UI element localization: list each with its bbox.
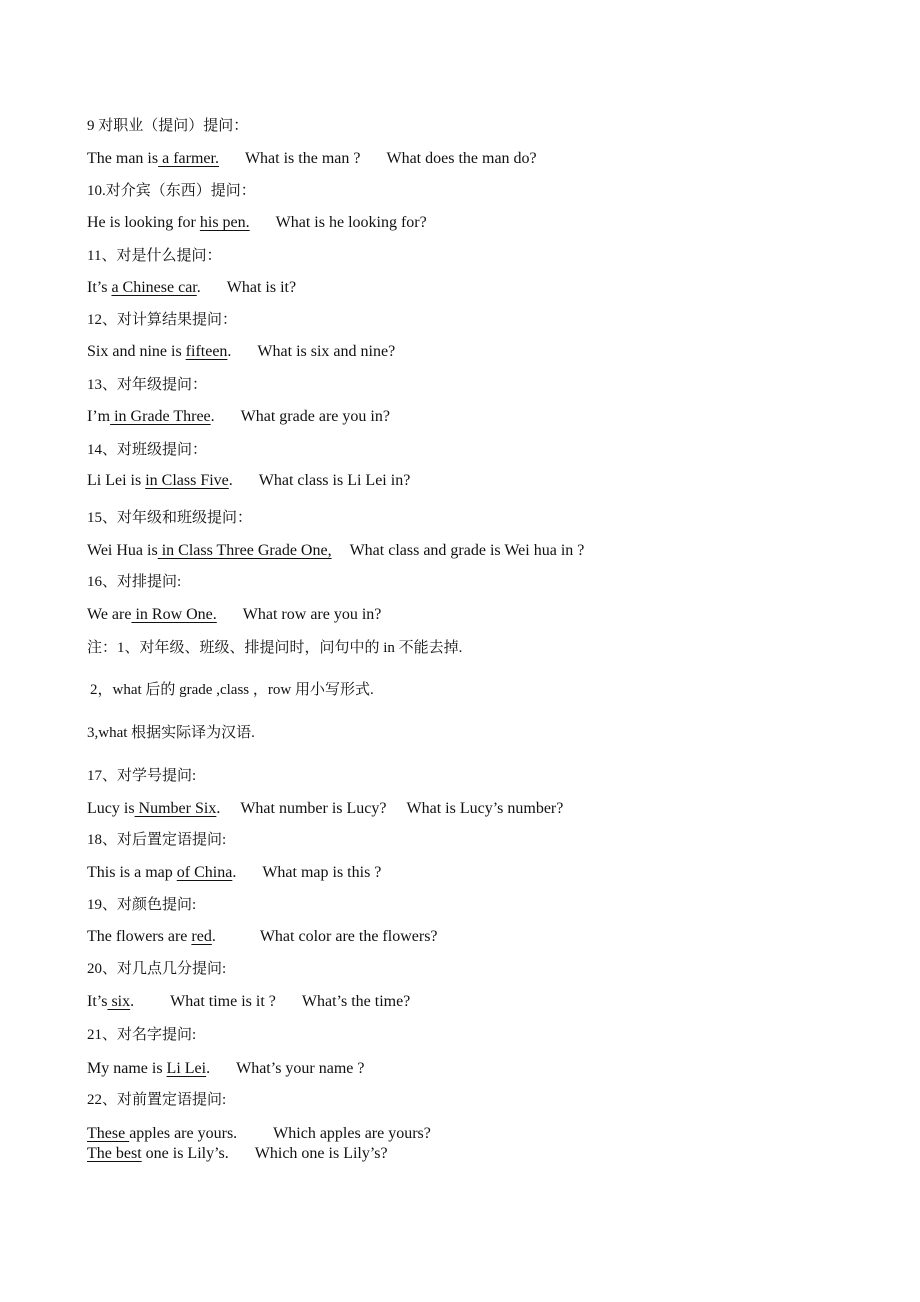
example-18 [87,863,381,883]
question-text: What map is this ? [262,864,382,881]
statement-end: . [216,800,221,817]
underlined-answer: red [191,928,212,945]
question-text: What is the man ? [244,150,361,167]
question-text: What row are you in? [242,606,382,623]
underlined-answer: in Row One. [131,606,217,623]
heading-16 [87,572,181,592]
heading-11 [87,246,221,266]
example-11 [87,278,296,298]
heading-text: 11、对是什么提问： [87,248,222,264]
statement-text: My name is [87,1060,167,1077]
note-3 [87,723,255,743]
underlined-answer: These [87,1125,130,1142]
question-text: What number is Lucy? [240,800,387,817]
statement-end: . [228,472,233,489]
statement-text: This is a map [87,864,177,881]
heading-text: 20、对几点几分提问: [87,961,227,977]
note-text: 3,what 根据实际译为汉语. [87,725,255,741]
statement-text: Wei Hua is [87,542,158,559]
question-text: What is it? [226,279,297,296]
heading-text: 9 对职业（提问）提问： [87,118,249,134]
example-20 [87,992,410,1012]
heading-13 [87,375,207,395]
heading-15 [87,508,252,528]
underlined-answer: of China [176,864,233,881]
heading-17 [87,766,196,786]
question-text: What time is it ? [170,993,276,1010]
underlined-answer: a farmer. [158,150,219,167]
note-1 [87,638,462,658]
statement-text: It’s [87,993,108,1010]
question-text: Which one is Lily’s? [254,1145,388,1162]
underlined-answer: fifteen [185,343,228,360]
question-text: What color are the flowers? [259,928,438,945]
question-text: What grade are you in? [240,408,390,425]
statement-text: Li Lei is [87,472,146,489]
underlined-answer: a Chinese car [111,279,197,296]
statement-text: He is looking for [87,214,200,231]
statement-end: . [130,993,135,1010]
statement-end: . [210,408,215,425]
example-22b [87,1144,388,1164]
heading-text: 16、对排提问: [87,574,182,590]
heading-text: 15、对年级和班级提问： [87,510,253,526]
heading-20 [87,959,226,979]
heading-12 [87,310,237,330]
underlined-answer: in Class Five [145,472,229,489]
statement-text: I’m [87,408,111,425]
underlined-answer: in Class Three Grade One, [157,542,332,559]
heading-19 [87,895,196,915]
example-21 [87,1059,365,1079]
statement-end: . [232,864,237,881]
underlined-answer: The best [87,1145,142,1162]
heading-22 [87,1090,226,1110]
heading-14 [87,440,207,460]
statement-text: It’s [87,279,112,296]
heading-text: 12、对计算结果提问： [87,312,238,328]
statement-end: apples are yours. [129,1125,238,1142]
note-2 [90,680,374,700]
statement-text: Six and nine is [87,343,186,360]
statement-end: . [211,928,216,945]
question-text: What is six and nine? [257,343,396,360]
heading-10 [87,181,256,201]
heading-text: 10.对介宾（东西）提问： [87,183,256,199]
example-12 [87,342,395,362]
underlined-answer: Li Lei [166,1060,207,1077]
heading-text: 18、对后置定语提问: [87,832,227,848]
example-19 [87,927,438,947]
heading-text: 17、对学号提问: [87,768,197,784]
example-9 [87,149,537,169]
example-10 [87,213,427,233]
underlined-answer: his pen. [199,214,250,231]
heading-text: 22、对前置定语提问: [87,1092,227,1108]
statement-end: . [206,1060,211,1077]
question-text: What’s your name ? [236,1060,365,1077]
example-15 [87,541,584,561]
underlined-answer: six [107,993,131,1010]
question-alt-text: What is Lucy’s number? [406,800,564,817]
heading-text: 21、对名字提问: [87,1027,197,1043]
underlined-answer: in Grade Three [110,408,211,425]
example-16 [87,605,381,625]
statement-text: The flowers are [87,928,192,945]
heading-text: 19、对颜色提问: [87,897,197,913]
question-text: Which apples are yours? [273,1125,431,1142]
heading-18 [87,830,226,850]
heading-9 [87,116,248,136]
note-text: 注：1、对年级、班级、排提问时，问句中的 in 不能去掉. [87,640,463,656]
question-alt-text: What’s the time? [301,993,411,1010]
statement-text: The man is [87,150,159,167]
statement-end: one is Lily’s. [141,1145,229,1162]
example-13 [87,407,390,427]
statement-text: We are [87,606,132,623]
question-text: What class and grade is Wei hua in ? [349,542,585,559]
note-text: 2，what 后的 grade ,class ，row 用小写形式. [90,682,374,698]
question-text: What class is Li Lei in? [258,472,411,489]
example-22a [87,1124,431,1144]
question-alt-text: What does the man do? [386,150,537,167]
heading-text: 14、对班级提问： [87,442,208,458]
example-14 [87,471,410,491]
heading-21 [87,1025,196,1045]
underlined-answer: Number Six [134,800,217,817]
heading-text: 13、对年级提问： [87,377,208,393]
statement-end: . [227,343,232,360]
question-text: What is he looking for? [275,214,427,231]
statement-text: Lucy is [87,800,135,817]
statement-end: . [196,279,201,296]
example-17 [87,799,563,819]
